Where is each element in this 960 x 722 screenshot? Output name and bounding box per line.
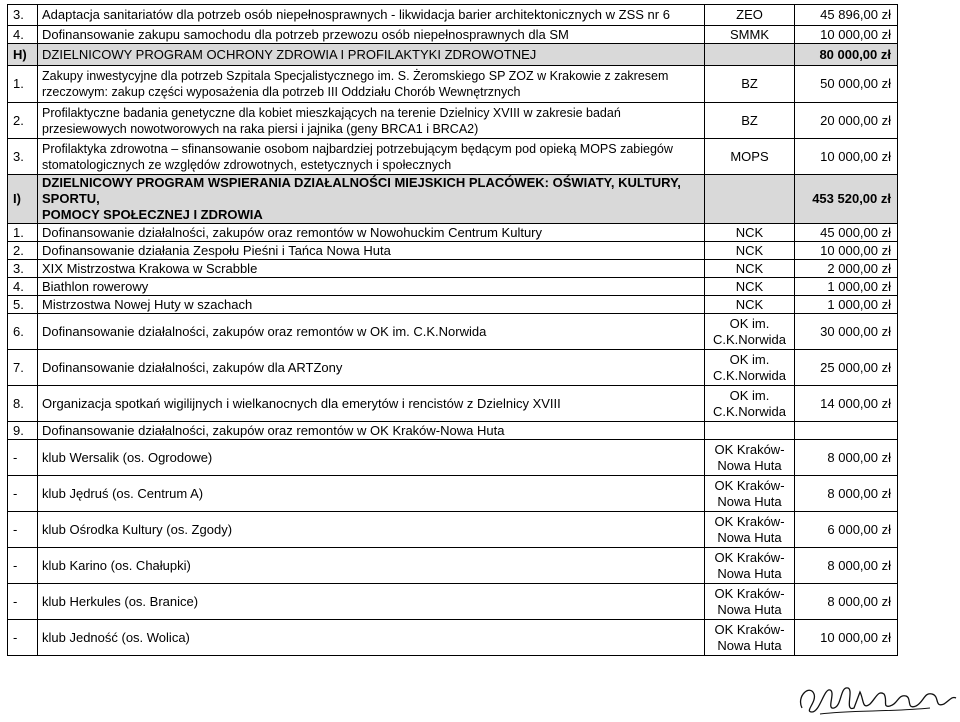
table-row bbox=[8, 620, 898, 656]
section-title-line-1: DZIELNICOWY PROGRAM WSPIERANIA DZIAŁALNOŚCI MIEJSKICH PLACÓWEK: OŚWIATY, KULTURY, SPORTU, bbox=[42, 175, 681, 206]
row-unit bbox=[705, 620, 795, 656]
row-description: Mistrzostwa Nowej Huty w szachach bbox=[38, 296, 705, 314]
row-number: 7. bbox=[8, 350, 38, 386]
row-number: - bbox=[8, 440, 38, 476]
row-number: 1. bbox=[8, 66, 38, 103]
row-unit-line-1: OK im. bbox=[729, 387, 770, 403]
row-unit: ZEO bbox=[705, 5, 795, 26]
row-unit: SMMK bbox=[705, 26, 795, 44]
row-amount: 30 000,00 zł bbox=[795, 314, 898, 350]
row-number: 4. bbox=[8, 278, 38, 296]
row-number: 3. bbox=[8, 5, 38, 26]
row-unit-line-1: OK Kraków- bbox=[714, 441, 785, 457]
row-number: 3. bbox=[8, 139, 38, 175]
table-row bbox=[8, 548, 898, 584]
row-description: Organizacja spotkań wigilijnych i wielkanocnych dla emerytów i rencistów z Dzielnicy XVIII bbox=[38, 386, 705, 422]
row-number: 3. bbox=[8, 260, 38, 278]
section-amount: 80 000,00 zł bbox=[795, 44, 898, 66]
handwritten-signature bbox=[790, 678, 960, 720]
row-number: - bbox=[8, 476, 38, 512]
table-row bbox=[8, 66, 898, 103]
row-amount: 10 000,00 zł bbox=[795, 26, 898, 44]
table-row bbox=[8, 476, 898, 512]
row-description: klub Jędruś (os. Centrum A) bbox=[38, 476, 705, 512]
row-unit-line-1: OK Kraków- bbox=[714, 477, 785, 493]
table-row bbox=[8, 224, 898, 242]
row-unit: NCK bbox=[705, 224, 795, 242]
budget-table bbox=[7, 4, 898, 656]
row-amount: 1 000,00 zł bbox=[795, 296, 898, 314]
row-description bbox=[38, 66, 705, 103]
row-unit-line-2: Nowa Huta bbox=[717, 601, 782, 617]
row-number: 6. bbox=[8, 314, 38, 350]
row-amount: 10 000,00 zł bbox=[795, 620, 898, 656]
row-unit-line-2: Nowa Huta bbox=[717, 529, 782, 545]
table-row bbox=[8, 584, 898, 620]
row-unit bbox=[705, 548, 795, 584]
row-unit-line-2: Nowa Huta bbox=[717, 493, 782, 509]
row-amount: 10 000,00 zł bbox=[795, 242, 898, 260]
row-description: Biathlon rowerowy bbox=[38, 278, 705, 296]
section-title-line-2: POMOCY SPOŁECZNEJ I ZDROWIA bbox=[42, 207, 263, 222]
row-unit-line-1: OK Kraków- bbox=[714, 621, 785, 637]
table-row bbox=[8, 512, 898, 548]
table-row bbox=[8, 296, 898, 314]
table-row bbox=[8, 242, 898, 260]
row-description-line-2: stomatologicznych ze względów zdrowotnych, estetycznych i społecznych bbox=[42, 157, 452, 172]
section-header-row bbox=[8, 44, 898, 66]
row-description: klub Wersalik (os. Ogrodowe) bbox=[38, 440, 705, 476]
row-unit bbox=[705, 386, 795, 422]
row-unit-line-2: C.K.Norwida bbox=[713, 367, 786, 383]
section-unit bbox=[705, 175, 795, 224]
row-amount: 14 000,00 zł bbox=[795, 386, 898, 422]
row-description: Dofinansowanie zakupu samochodu dla potrzeb przewozu osób niepełnosprawnych dla SM bbox=[38, 26, 705, 44]
table-row bbox=[8, 139, 898, 175]
section-number: I) bbox=[8, 175, 38, 224]
row-number: - bbox=[8, 584, 38, 620]
table-row bbox=[8, 103, 898, 139]
row-unit bbox=[705, 422, 795, 440]
row-number: 8. bbox=[8, 386, 38, 422]
row-number: - bbox=[8, 512, 38, 548]
row-description-line-2: przesiewowych nowotworowych na raka piersi i jajnika (geny BRCA1 i BRCA2) bbox=[42, 121, 479, 136]
row-description-line-1: Profilaktyka zdrowotna – sfinansowanie osobom najbardziej potrzebującym będącym pod opieką MOPS zabiegów bbox=[42, 141, 673, 156]
table-row bbox=[8, 350, 898, 386]
row-unit: BZ bbox=[705, 66, 795, 103]
row-description: Dofinansowanie działania Zespołu Pieśni i Tańca Nowa Huta bbox=[38, 242, 705, 260]
row-amount: 10 000,00 zł bbox=[795, 139, 898, 175]
table-row bbox=[8, 386, 898, 422]
row-amount bbox=[795, 422, 898, 440]
table-row bbox=[8, 26, 898, 44]
row-description: Dofinansowanie działalności, zakupów oraz remontów w OK im. C.K.Norwida bbox=[38, 314, 705, 350]
row-description: Dofinansowanie działalności, zakupów oraz remontów w Nowohuckim Centrum Kultury bbox=[38, 224, 705, 242]
section-unit bbox=[705, 44, 795, 66]
row-description bbox=[38, 103, 705, 139]
row-amount: 2 000,00 zł bbox=[795, 260, 898, 278]
row-description bbox=[38, 139, 705, 175]
row-amount: 25 000,00 zł bbox=[795, 350, 898, 386]
row-amount: 8 000,00 zł bbox=[795, 476, 898, 512]
table-row bbox=[8, 5, 898, 26]
row-description: Adaptacja sanitariatów dla potrzeb osób niepełnosprawnych - likwidacja barier architektonicznych w ZSS nr 6 bbox=[38, 5, 705, 26]
row-unit bbox=[705, 350, 795, 386]
row-number: 2. bbox=[8, 242, 38, 260]
row-amount: 8 000,00 zł bbox=[795, 548, 898, 584]
row-amount: 6 000,00 zł bbox=[795, 512, 898, 548]
section-number: H) bbox=[8, 44, 38, 66]
row-unit bbox=[705, 314, 795, 350]
row-unit-line-1: OK Kraków- bbox=[714, 513, 785, 529]
row-amount: 1 000,00 zł bbox=[795, 278, 898, 296]
row-unit bbox=[705, 512, 795, 548]
row-description: klub Ośrodka Kultury (os. Zgody) bbox=[38, 512, 705, 548]
row-description: XIX Mistrzostwa Krakowa w Scrabble bbox=[38, 260, 705, 278]
row-unit-line-2: Nowa Huta bbox=[717, 637, 782, 653]
row-description-line-1: Zakupy inwestycyjne dla potrzeb Szpitala Specjalistycznego im. S. Żeromskiego SP ZOZ w Krakowie z zakresem bbox=[42, 69, 669, 83]
row-unit-line-2: Nowa Huta bbox=[717, 457, 782, 473]
row-unit-line-2: Nowa Huta bbox=[717, 565, 782, 581]
table-row bbox=[8, 260, 898, 278]
row-unit-line-1: OK Kraków- bbox=[714, 549, 785, 565]
row-description: Dofinansowanie działalności, zakupów oraz remontów w OK Kraków-Nowa Huta bbox=[38, 422, 705, 440]
table-row bbox=[8, 314, 898, 350]
row-amount: 45 896,00 zł bbox=[795, 5, 898, 26]
row-amount: 20 000,00 zł bbox=[795, 103, 898, 139]
section-title: DZIELNICOWY PROGRAM OCHRONY ZDROWIA I PROFILAKTYKI ZDROWOTNEJ bbox=[38, 44, 705, 66]
row-description: Dofinansowanie działalności, zakupów dla ARTZony bbox=[38, 350, 705, 386]
row-unit-line-1: OK im. bbox=[729, 315, 770, 331]
row-number: 2. bbox=[8, 103, 38, 139]
row-unit bbox=[705, 440, 795, 476]
row-amount: 8 000,00 zł bbox=[795, 584, 898, 620]
row-amount: 45 000,00 zł bbox=[795, 224, 898, 242]
table-row bbox=[8, 422, 898, 440]
row-unit: NCK bbox=[705, 296, 795, 314]
row-amount: 8 000,00 zł bbox=[795, 440, 898, 476]
row-unit: NCK bbox=[705, 278, 795, 296]
row-description-line-2: rzeczowym: zakup części wyposażenia dla potrzeb III Oddziału Chorób Wewnętrznych bbox=[42, 85, 521, 99]
row-unit-line-1: OK Kraków- bbox=[714, 585, 785, 601]
row-unit-line-2: C.K.Norwida bbox=[713, 403, 786, 419]
section-header-row bbox=[8, 175, 898, 224]
row-unit: MOPS bbox=[705, 139, 795, 175]
row-number: 5. bbox=[8, 296, 38, 314]
row-number: - bbox=[8, 548, 38, 584]
row-unit-line-2: C.K.Norwida bbox=[713, 331, 786, 347]
table-row bbox=[8, 440, 898, 476]
row-unit-line-1: OK im. bbox=[729, 351, 770, 367]
row-description: klub Jedność (os. Wolica) bbox=[38, 620, 705, 656]
row-description: klub Herkules (os. Branice) bbox=[38, 584, 705, 620]
row-number: 4. bbox=[8, 26, 38, 44]
row-unit: BZ bbox=[705, 103, 795, 139]
row-number: 9. bbox=[8, 422, 38, 440]
row-unit: NCK bbox=[705, 260, 795, 278]
section-amount: 453 520,00 zł bbox=[795, 175, 898, 224]
table-row bbox=[8, 278, 898, 296]
row-unit bbox=[705, 476, 795, 512]
row-description-line-1: Profilaktyczne badania genetyczne dla kobiet mieszkających na terenie Dzielnicy XVIII w zakresie badań bbox=[42, 105, 621, 120]
row-amount: 50 000,00 zł bbox=[795, 66, 898, 103]
row-unit bbox=[705, 584, 795, 620]
section-title bbox=[38, 175, 705, 224]
row-number: - bbox=[8, 620, 38, 656]
row-number: 1. bbox=[8, 224, 38, 242]
row-unit: NCK bbox=[705, 242, 795, 260]
row-description: klub Karino (os. Chałupki) bbox=[38, 548, 705, 584]
